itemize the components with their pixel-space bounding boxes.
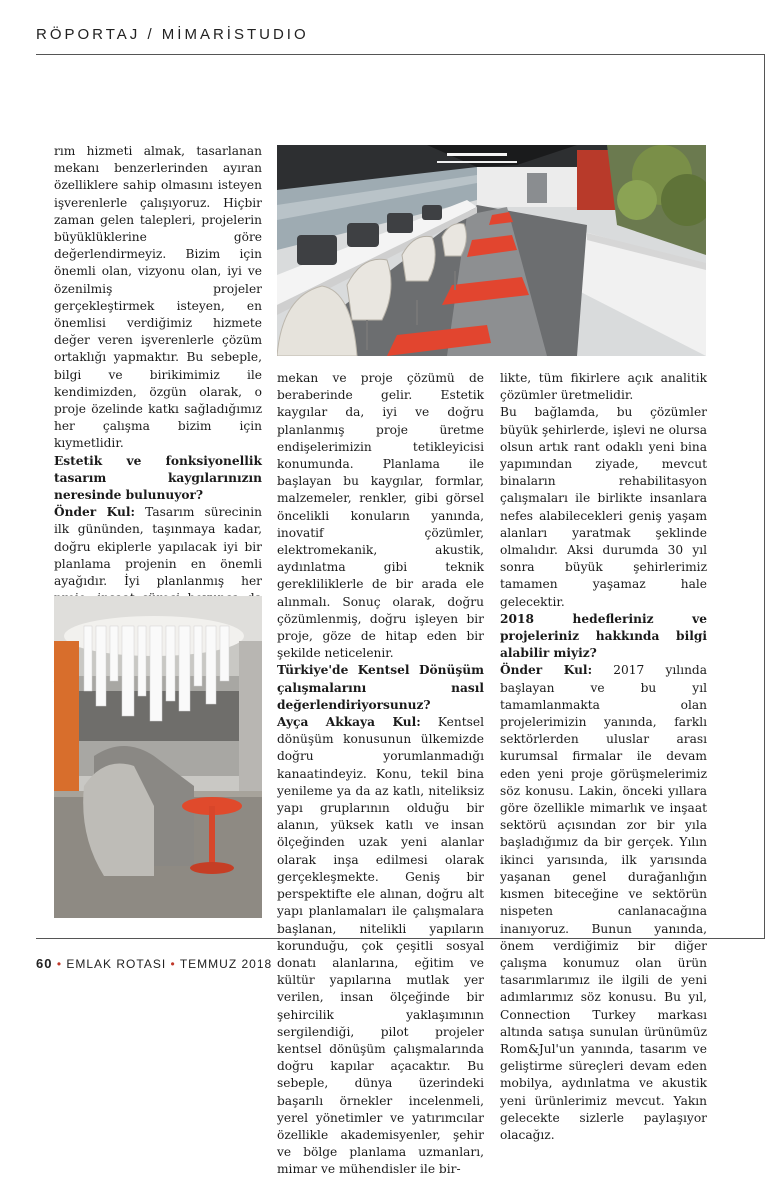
intro-paragraph: rım hizmeti almak, tasarlanan mekanı benzerlerinden ayıran özelliklere sahip olmasını isteyen işverenlerle çalışıyoruz. Hiçbir zaman gelen talepleri, projelerin büyüklüklerine göre değerlendirmeyiz. Bizim için önemli olan, vizyonu olan, iyi ve özenilmiş projeler gerçekleştirmek isteyen, en önemlisi verdiğimiz hizmete değer veren işverenlerle çözüm ortaklığı yapmaktır. Bu sebeple, bilgi ve birikimimiz ile kendimizden, özgün olarak, o proje özelinde katkı sağladığımız her çalışma bizim için kıymetlidir. xyxy=(54,144,262,451)
question-2: Türkiye'de Kentsel Dönüşüm çalışmalarını nasıl değerlendiriyorsunuz? xyxy=(277,663,484,712)
frame-right-rule xyxy=(764,54,765,939)
column-3-paragraph-2: Bu bağlamda, bu çözümler büyük şehirlerde, işlevi ne olursa olsun artık rant odaklı yeni bina yapımından ziyade, mevcut binaların rehabilitasyon çalışmaları ile birlikte insanlara nefes alabilecekleri geniş yaşam alanları yaratmak şeklinde olmalıdır. Aksi durumda 30 yıl sonra büyük şehirlerimiz tamamen yaşamaz hale gelecektir. xyxy=(500,405,707,609)
office-interior-photo xyxy=(277,145,706,356)
speaker-name: Önder Kul: xyxy=(54,505,135,520)
speaker-name: Ayça Akkaya Kul: xyxy=(277,715,421,730)
answer-1-text: Tasarım sürecinin ilk gününden, taşınmaya kadar, doğru ekiplerle yapılacak iyi bir planlama projenin en önemli ayağıdır. İyi planlanmış her xyxy=(54,505,262,589)
page-number: 60 xyxy=(36,956,53,971)
article-column-3 xyxy=(500,370,707,1144)
issue-date: TEMMUZ 2018 xyxy=(179,957,273,971)
page-footer xyxy=(36,956,272,971)
section-header: RÖPORTAJ / MİMARİSTUDIO xyxy=(36,26,309,43)
footer-separator: • xyxy=(170,957,176,971)
lounge-pendant-photo xyxy=(54,596,262,918)
answer-2-text: Kentsel dönüşüm konusunun ülkemizde doğru yorumlanmadığı kanaatindeyiz. Konu, tekil bina yenileme ya da az katlı, niteliksiz yapı gruplarının olduğu bir alanın, yüksek katlı ve insan ölçeğinden uzak yeni alanlar olarak inşa edilmesi olarak gerçekleşmekte. Geniş bir perspektifte ele alınan, doğru alt yapı planlamaları ile çalışmalara başlanan, nitelikli yapıların korunduğu, çok çeşitli sosyal donatı alanlarına, eğitim ve kültür yapılarına mutlak yer verilen, insan ölçeğinde bir şehircilik yaklaşımının sergilendiği, pilot projeler kentsel dönüşüm çalışmalarında doğru kapılar açacaktır. Bu sebeple, dünya üzerindeki başarılı örnekler incelenmeli, yerel yönetimler ve yatırımcılar özellikle akademisyenler, şehir ve bölge planlama uzmanları, mimar ve mühendisler ile bir- xyxy=(277,715,484,1177)
answer-3-text: 2017 yılında başlayan ve bu yıl tamamlanmakta olan projelerimizin yanında, farklı sektörlerden uluslar arası kurumsal firmalar ile devam eden yeni proje görüşmelerimiz söz konusu. Lakin, önceki yıllara göre özellikle mimarlık ve inşaat sektörü açısından zor bir yıla başladığımız da bir gerçek. Yılın ikinci yarısında, ilk yarısında yaşanan genel durağanlığın kısmen biteceğine ve sektörün nispeten canlanacağına inanıyoruz. Bunun yanında, önem verdiğimiz bir diğer çalışma konumuz olan ürün tasarımlarımız ile ilgili de yeni adımlarımız söz konusu. Bu yıl, Connection Turkey markası altında satışa sunulan ürünümüz Rom&Jul'un yanında, tasarım ve geliştirme süreçleri devam eden mobilya, aydınlatma ve akustik yeni ürünlerimiz mevcut. Yakın gelecekte sizlerle paylaşıyor olacağız. xyxy=(500,663,708,1142)
article-column-2 xyxy=(277,370,484,1179)
answer-3 xyxy=(500,662,707,1144)
magazine-name: EMLAK ROTASI xyxy=(66,957,167,971)
column-2-paragraph: mekan ve proje çözümü de beraberinde gelir. Estetik kaygılar da, iyi ve doğru planlanmış proje üretme endişelerimizin tetikleyicisi konumunda. Planlama ile başlayan bu kaygılar, formlar, malzemeler, renkler, gibi görsel öncelikli konuların yanında, inovatif çözümler, elektromekanik, akustik, aydınlatma gibi teknik gerekliliklerle de bir arada ele alınmalı. Sonuç olarak, doğru çözümlenmiş, doğru işleyen bir proje, göze de hitap eden bir şekilde neticelenir. xyxy=(277,371,484,661)
answer-2 xyxy=(277,714,484,1178)
column-3-paragraph-1: likte, tüm fikirlere açık analitik çözümler üretmelidir. xyxy=(500,371,707,403)
footer-separator: • xyxy=(56,957,63,971)
speaker-name: Önder Kul: xyxy=(500,663,593,678)
question-3: 2018 hedefleriniz ve projeleriniz hakkında bilgi alabilir miyiz? xyxy=(500,611,707,661)
frame-top-rule xyxy=(36,54,764,55)
question-1: Estetik ve fonksiyonellik tasarım kaygılarınızın neresinde bulunuyor? xyxy=(54,453,262,503)
